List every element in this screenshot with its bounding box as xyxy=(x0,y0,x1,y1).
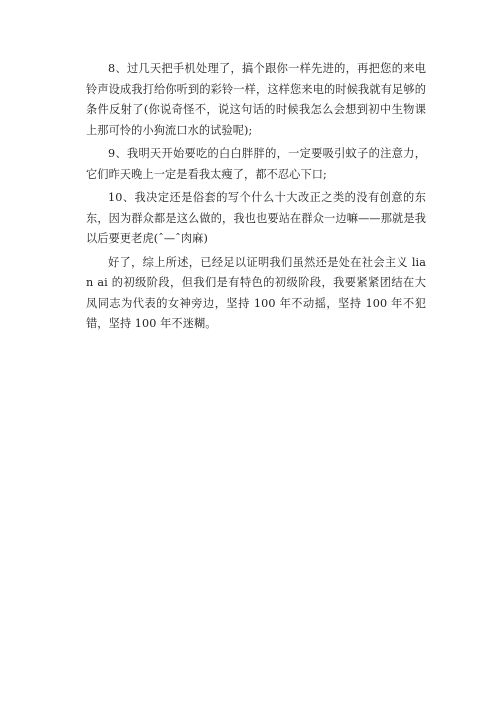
document-body xyxy=(86,59,426,338)
paragraph-conclusion: 好了，综上所述，已经足以证明我们虽然还是处在社会主义 lian ai 的初级阶段，但我们是有特色的初级阶段，我要紧紧团结在大凤同志为代表的女神旁边，坚持 100 年不动摇，坚持 100 年不犯错，坚持 100 年不迷糊。 xyxy=(86,255,426,330)
paragraph-9: 9、我明天开始要吃的白白胖胖的，一定要吸引蚊子的注意力，它们昨天晚上一定是看我太瘦了，都不忍心下口; xyxy=(86,147,426,181)
paragraph-8: 8、过几天把手机处理了，搞个跟你一样先进的，再把您的来电铃声设成我打给你听到的彩铃一样，这样您来电的时候我就有足够的条件反射了(你说奇怪不，说这句话的时候我怎么会想到初中生物课上那可怜的小狗流口水的试验呢); xyxy=(86,62,426,137)
paragraph-10: 10、我决定还是俗套的写个什么十大改正之类的没有创意的东东，因为群众都是这么做的，我也也要站在群众一边嘛——那就是我以后要更老虎(ˆ—ˆ肉麻) xyxy=(86,191,426,245)
